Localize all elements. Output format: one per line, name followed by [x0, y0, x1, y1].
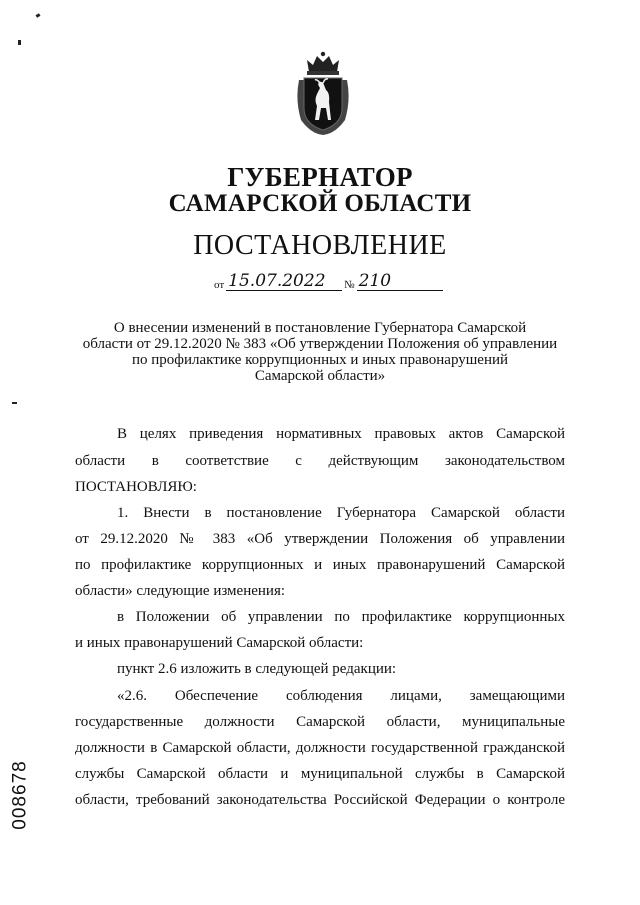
- body-line: 1. Внести в постановление Губернатора Самарской области: [117, 505, 565, 521]
- body-line: области, требований законодательства Российской Федерации о контроле: [75, 792, 565, 808]
- subject-line: Самарской области»: [254, 368, 386, 384]
- body-line: В целях приведения нормативных правовых актов Самарской: [117, 426, 565, 442]
- date-number-row: [214, 272, 443, 291]
- body-line: области в соответствие с действующим законодательством: [75, 453, 565, 469]
- body-line: области» следующие изменения:: [75, 583, 286, 599]
- body-line: должности в Самарской области, должности государственной гражданской: [75, 740, 565, 756]
- side-serial-number: [10, 760, 32, 830]
- body-line: «2.6. Обеспечение соблюдения лицами, замещающими: [117, 688, 565, 704]
- subject-line: О внесении изменений в постановление Губернатора Самарской: [113, 320, 527, 336]
- scan-speck: [18, 40, 21, 45]
- subject-line: области от 29.12.2020 № 383 «Об утверждении Положения об управлении: [82, 336, 558, 352]
- scan-speck: [12, 402, 17, 404]
- date-prefix: от: [214, 279, 225, 291]
- date-value: 15.07.2022: [226, 272, 342, 291]
- body-line: государственные должности Самарской области, муниципальные: [75, 714, 565, 730]
- body-line: по профилактике коррупционных и иных правонарушений Самарской: [75, 557, 565, 573]
- number-prefix: №: [344, 279, 355, 291]
- scan-speck: [36, 13, 41, 18]
- body-line: ПОСТАНОВЛЯЮ:: [75, 479, 197, 495]
- number-value: 210: [357, 272, 443, 291]
- body-line: в Положении об управлении по профилактике коррупционных: [117, 609, 565, 625]
- samara-coat-of-arms-icon: [293, 50, 353, 136]
- page-title-line2: САМАРСКОЙ ОБЛАСТИ: [168, 190, 472, 217]
- side-serial-number-text: 008678: [10, 760, 31, 830]
- body-line: пункт 2.6 изложить в следующей редакции:: [117, 661, 397, 677]
- subject-line: по профилактике коррупционных и иных правонарушений: [131, 352, 509, 368]
- body-line: и иных правонарушений Самарской области:: [75, 635, 364, 651]
- page-title-line1: ГУБЕРНАТОР: [227, 162, 413, 192]
- body-line: службы Самарской области и муниципальной службы в Самарской: [75, 766, 565, 782]
- document-subject: [70, 320, 570, 384]
- document-type: ПОСТАНОВЛЕНИЕ: [193, 230, 447, 261]
- body-line: от 29.12.2020 № 383 «Об утверждении Положения об управлении: [75, 531, 565, 547]
